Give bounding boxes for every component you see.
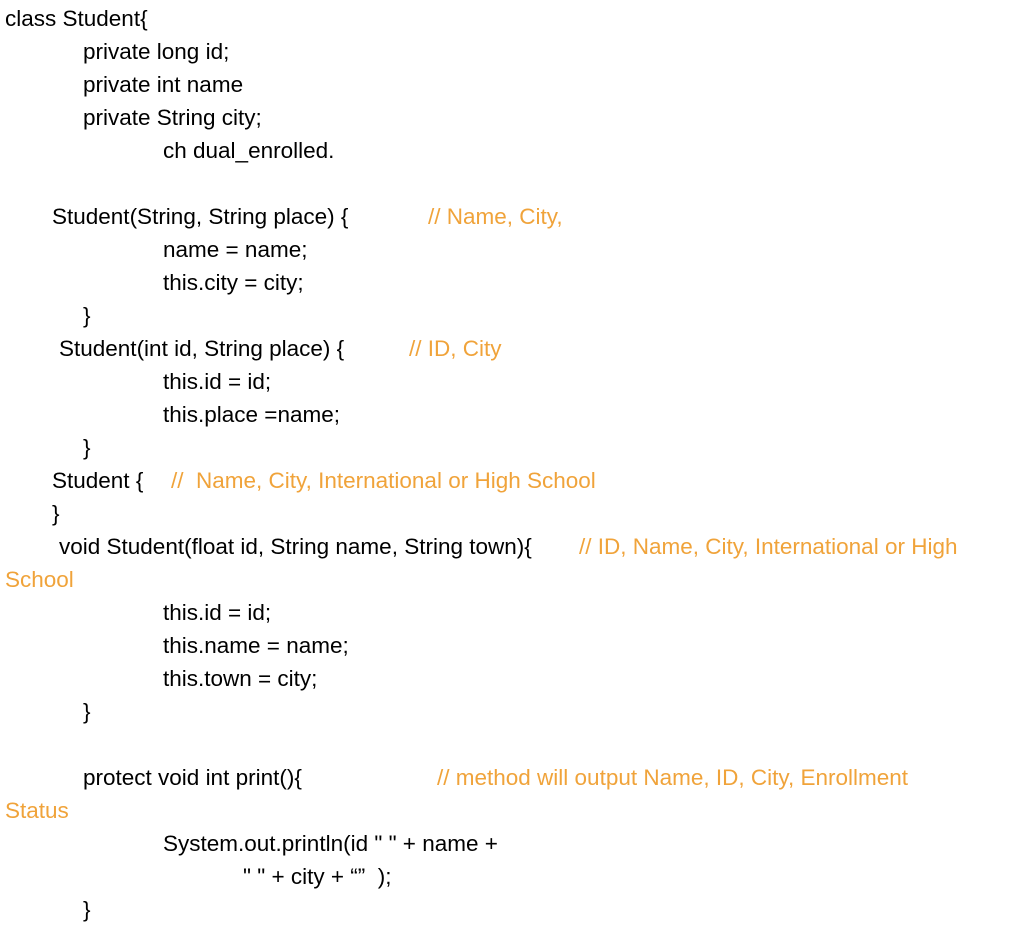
print-method-signature: protect void int print(){ [83, 765, 302, 790]
print-method-comment: // method will output Name, ID, City, Enrollment [437, 765, 909, 790]
constructor-4-line-3: this.town = city; [163, 666, 318, 691]
print-method-line-1: System.out.println(id " " + name + [163, 831, 498, 856]
constructor-4-signature: void Student(float id, String name, String town){ [59, 534, 532, 559]
constructor-1-signature: Student(String, String place) { [52, 204, 349, 229]
constructor-1-line-2: this.city = city; [163, 270, 304, 295]
field-dual-enrolled: ch dual_enrolled. [163, 138, 335, 163]
constructor-2-line-1: this.id = id; [163, 369, 272, 394]
constructor-4-comment: // ID, Name, City, International or High [579, 534, 958, 559]
constructor-4-line-1: this.id = id; [163, 600, 272, 625]
field-name: private int name [83, 72, 244, 97]
print-method-line-2: " " + city + “” ); [243, 864, 392, 889]
constructor-4-comment-wrap: School [5, 567, 74, 592]
print-method-close: } [83, 897, 91, 922]
print-method-comment-wrap: Status [5, 798, 69, 823]
constructor-2-close: } [83, 435, 91, 460]
constructor-1-close: } [83, 303, 91, 328]
class-declaration: class Student{ [5, 6, 148, 31]
constructor-4-close: } [83, 699, 91, 724]
constructor-3-signature: Student { [52, 468, 144, 493]
constructor-2-comment: // ID, City [409, 336, 502, 361]
constructor-3-close: } [52, 501, 60, 526]
constructor-2-signature: Student(int id, String place) { [59, 336, 345, 361]
field-city: private String city; [83, 105, 262, 130]
constructor-2-line-2: this.place =name; [163, 402, 340, 427]
constructor-4-line-2: this.name = name; [163, 633, 349, 658]
constructor-1-line-1: name = name; [163, 237, 308, 262]
constructor-1-comment: // Name, City, [428, 204, 563, 229]
constructor-3-comment: // Name, City, International or High School [171, 468, 596, 493]
field-id: private long id; [83, 39, 230, 64]
